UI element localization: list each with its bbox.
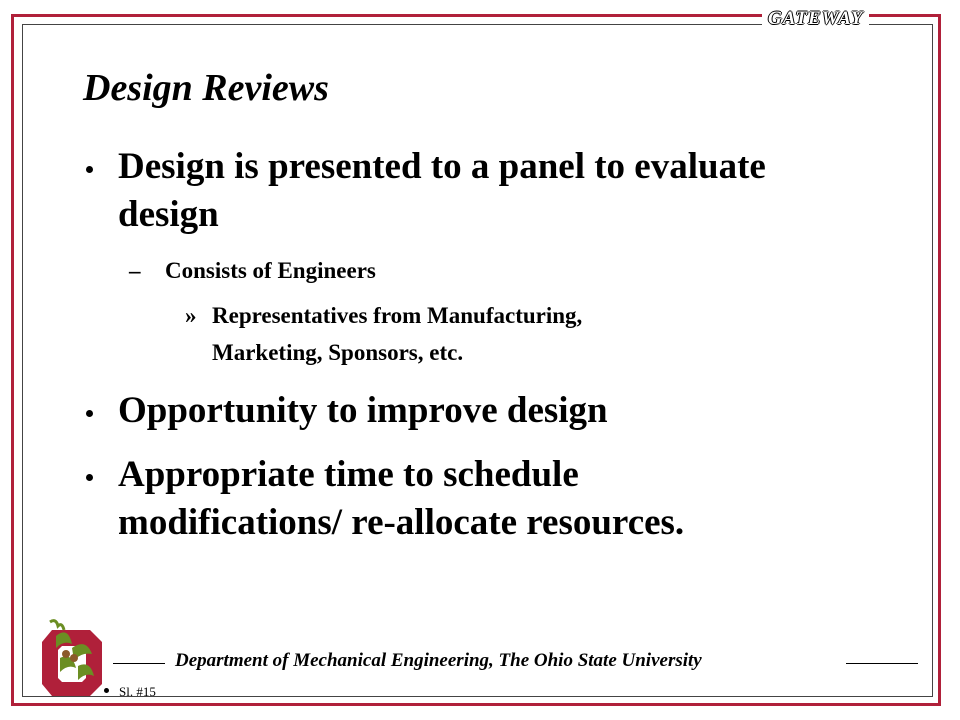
bullet-3-line-1: Appropriate time to schedule xyxy=(118,454,579,495)
bullet-1-dot xyxy=(86,166,93,173)
footer-rule-left xyxy=(113,663,165,664)
logo-dot xyxy=(104,688,109,693)
subsub-bullet-line-2: Marketing, Sponsors, etc. xyxy=(212,340,464,365)
slide-title: Design Reviews xyxy=(83,67,329,109)
ohio-state-block-o-logo-icon xyxy=(42,618,112,703)
sub-bullet-marker: – xyxy=(129,258,141,283)
slide-inner-frame xyxy=(22,24,933,697)
footer-department: Department of Mechanical Engineering, The Ohio State University xyxy=(175,650,702,671)
bullet-3-dot xyxy=(86,474,93,481)
gateway-brand: GATEWAY xyxy=(762,8,869,30)
slide-number: Sl. #15 xyxy=(119,684,156,699)
subsub-bullet-marker: » xyxy=(185,303,197,328)
bullet-2-line-1: Opportunity to improve design xyxy=(118,390,608,431)
bullet-1-line-1: Design is presented to a panel to evaluate xyxy=(118,146,766,187)
bullet-2-dot xyxy=(86,410,93,417)
bullet-3-line-2: modifications/ re-allocate resources. xyxy=(118,502,685,543)
sub-bullet-text: Consists of Engineers xyxy=(165,258,376,283)
bullet-1-line-2: design xyxy=(118,194,219,235)
subsub-bullet-line-1: Representatives from Manufacturing, xyxy=(212,303,583,328)
footer-rule-right xyxy=(846,663,918,664)
